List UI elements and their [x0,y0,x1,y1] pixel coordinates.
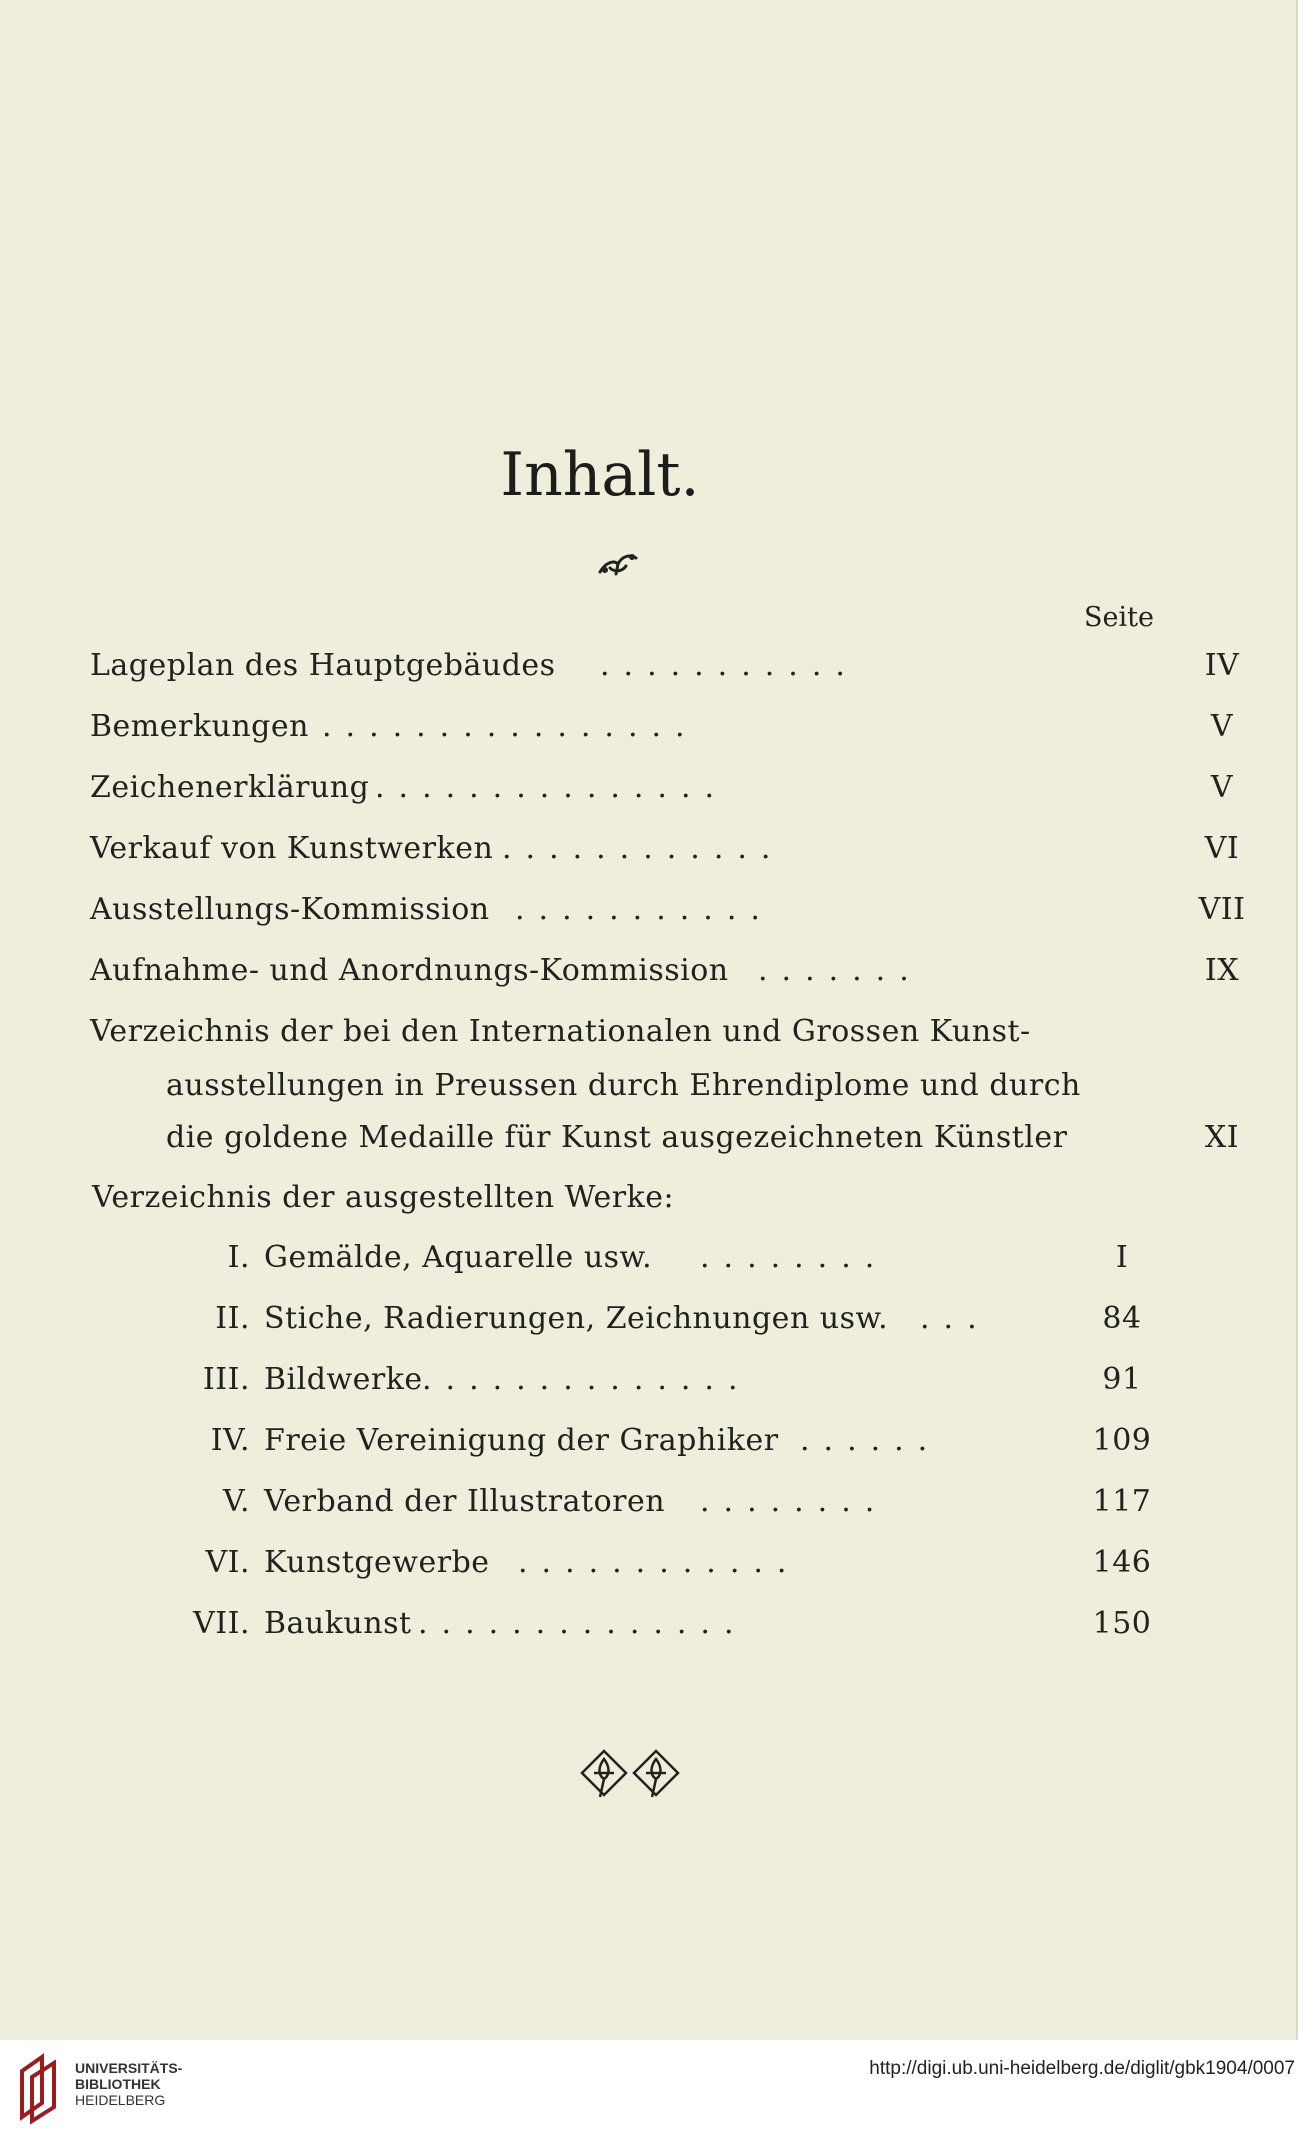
leader-dots: ........ [700,1240,889,1275]
toc-entry-page: 146 [1092,1545,1152,1580]
library-logo-icon [14,2047,64,2125]
toc-entry-label: Stiche, Radierungen, Zeichnungen usw. [264,1301,889,1336]
toc-entry-label: Freie Vereinigung der Graphiker [264,1423,779,1458]
toc-entry-label: Ausstellungs-Kommission [90,892,490,927]
leader-dots: ........... [515,892,774,927]
toc-entry-label: Verband der Illustratoren [264,1484,666,1519]
leader-dots: ............ [518,1545,801,1580]
toc-entry-number: I. [227,1240,250,1275]
toc-entry-page: VI [1204,831,1240,866]
toc-entry-number: II. [215,1301,250,1336]
leader-dots: ...... [800,1423,942,1458]
toc-entry-page: V [1210,709,1234,744]
toc-entry-number: IV. [210,1423,250,1458]
toc-entry-label: Bemerkungen [90,709,309,744]
source-url[interactable]: http://digi.ub.uni-heidelberg.de/diglit/gbk1904/0007 [869,2058,1295,2079]
leader-dots: .............. [422,1362,752,1397]
toc-entry-page: I [1115,1240,1129,1275]
toc-entry-line: die goldene Medaille für Kunst ausgezeichneten Künstler [166,1120,1068,1155]
toc-entry-number: V. [223,1484,250,1519]
leader-dots: ............... [375,770,729,805]
toc-entry-line: Verzeichnis der bei den Internationalen und Grossen Kunst- [90,1014,1031,1049]
toc-entry-page: V [1210,770,1234,805]
toc-entry-label: Verkauf von Kunstwerken [90,831,494,866]
library-name-line: UNIVERSITÄTS- [75,2060,183,2076]
toc-entry-page: 150 [1092,1606,1152,1641]
toc-entry-page: 84 [1102,1301,1142,1336]
page-column-header: Seite [1084,602,1154,633]
leader-dots: ... [920,1301,991,1336]
toc-entry-page: 109 [1092,1423,1152,1458]
double-diamond-ornament-icon [576,1745,686,1805]
toc-entry-label: Aufnahme- und Anordnungs-Kommission [90,953,729,988]
toc-entry-page: XI [1204,1120,1240,1155]
toc-entry-label: Gemälde, Aquarelle usw. [264,1240,653,1275]
toc-entry-number: III. [202,1362,250,1397]
fleuron-ornament-icon [596,548,640,578]
leader-dots: ................ [322,709,699,744]
library-name-line: BIBLIOTHEK [75,2076,161,2092]
toc-entry-page: VII [1198,892,1246,927]
toc-entry-line: ausstellungen in Preussen durch Ehrendiplome und durch [166,1068,1081,1103]
leader-dots: ............ [502,831,785,866]
leader-dots: .............. [418,1606,748,1641]
toc-entry-label: Bildwerke [264,1362,423,1397]
footer-bar [0,2040,1313,2136]
leader-dots: ........... [600,648,859,683]
toc-entry-page: 91 [1102,1362,1142,1397]
leader-dots: ........ [700,1484,889,1519]
leader-dots: ....... [758,953,923,988]
toc-entry-label: Baukunst [264,1606,412,1641]
page-title: Inhalt. [500,440,700,510]
toc-entry-page: 117 [1092,1484,1152,1519]
toc-entry-number: VI. [205,1545,250,1580]
toc-entry-page: IV [1204,648,1240,683]
toc-entry-label: Lageplan des Hauptgebäudes [90,648,556,683]
library-name-line: HEIDELBERG [75,2092,166,2108]
toc-entry-page: IX [1204,953,1240,988]
toc-entry-label: Verzeichnis der ausgestellten Werke: [92,1180,675,1215]
toc-entry-label: Zeichenerklärung [90,770,370,805]
toc-entry-number: VII. [193,1606,250,1641]
toc-entry-label: Kunstgewerbe [264,1545,490,1580]
library-name [75,2060,182,2108]
